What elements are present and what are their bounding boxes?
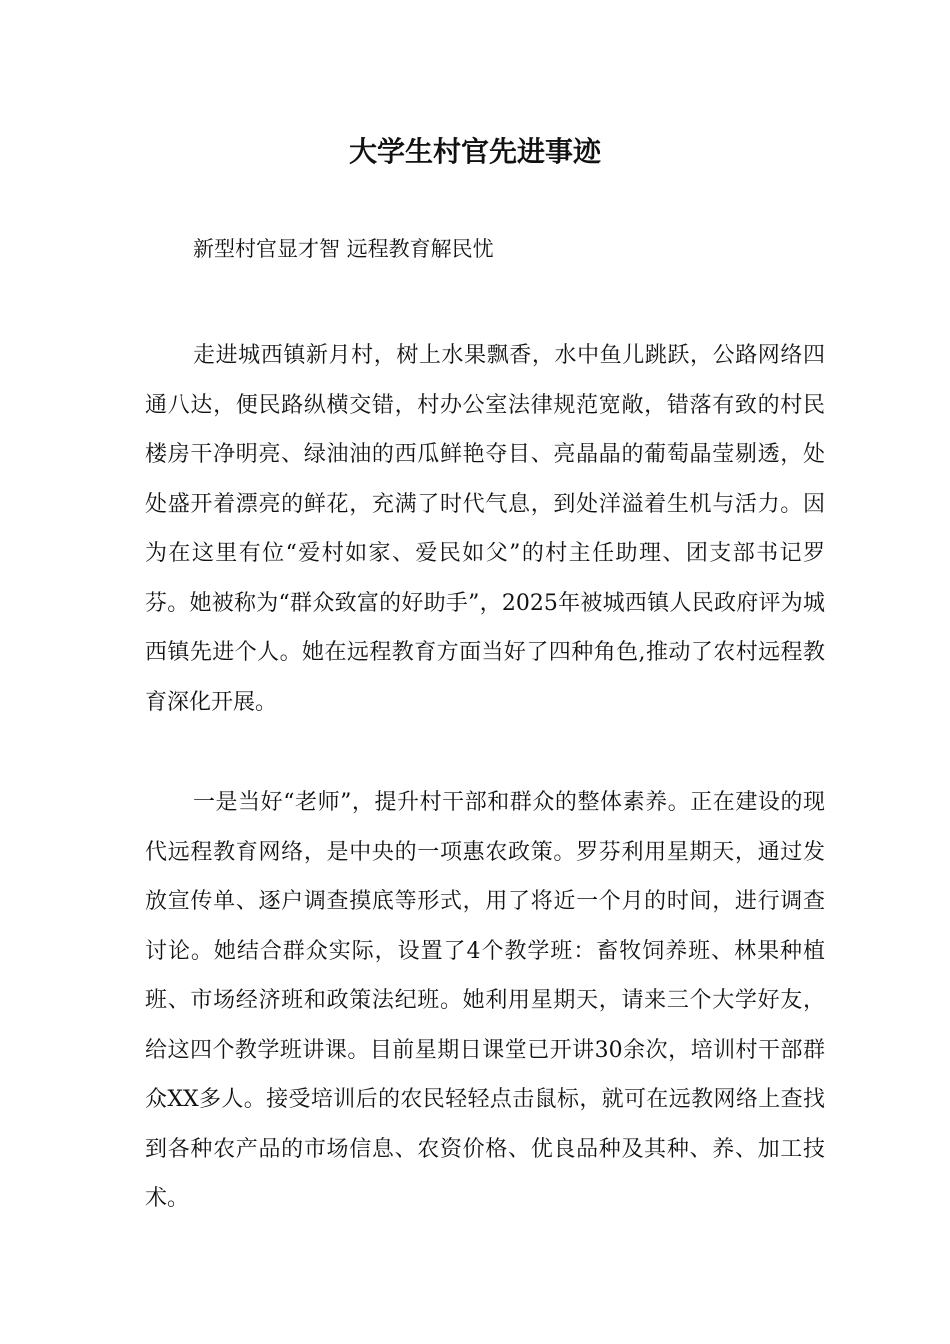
document-title: 大学生村官先进事迹 xyxy=(348,135,601,168)
paragraph-teacher-role: 一是当好“老师”，提升村干部和群众的整体素养。正在建设的现代远程教育网络，是中央的一项惠农政策。罗芬利用星期天，通过发放宣传单、逐户调查摸底等形式，用了将近一个月的时间，进行调查讨论。她结合群众实际，设置了4个教学班：畜牧饲养班、林果种植班、市场经济班和政策法纪班。她利用星期天，请来三个大学好友，给这四个教学班讲课。目前星期日课堂已开讲30余次，培训村干部群众XX多人。接受培训后的农民轻轻点击鼠标，就可在远教网络上查找到各种农产品的市场信息、农资价格、优良品种及其种、养、加工技术。 xyxy=(145,790,825,1211)
paragraph-intro: 走进城西镇新月村，树上水果飘香，水中鱼儿跳跃，公路网络四通八达，便民路纵横交错，村办公室法律规范宽敞，错落有致的村民楼房干净明亮、绿油油的西瓜鲜艳夺目、亮晶晶的葡萄晶莹剔透，处处盛开着漂亮的鲜花，充满了时代气息，到处洋溢着生机与活力。因为在这里有位“爱村如家、爱民如父”的村主任助理、团支部书记罗芬。她被称为“群众致富的好助手”，2025年被城西镇人民政府评为城西镇先进个人。她在远程教育方面当好了四种角色,推动了农村远程教育深化开展。 xyxy=(145,343,825,715)
document-subtitle: 新型村官显才智 远程教育解民忧 xyxy=(193,237,494,261)
